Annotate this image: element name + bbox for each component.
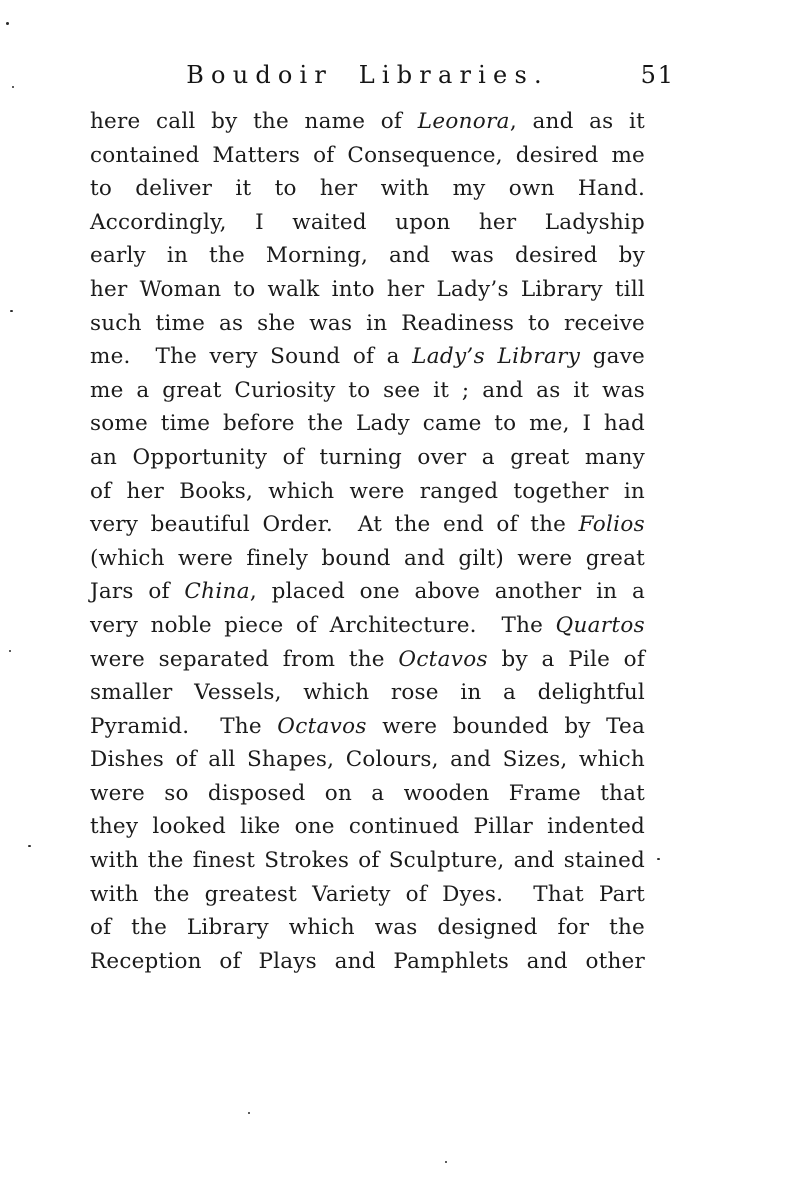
body-text: contained Matters of Consequence, desired me [90,142,645,168]
body-text: Jars of [90,579,185,605]
text-line [90,172,645,206]
text-line [90,643,645,677]
text-line [90,441,645,475]
text-line [90,374,645,408]
text-line [90,508,645,542]
body-text: very beautiful Order. At the end of the [90,512,579,538]
text-line [90,878,645,912]
scan-speck [6,22,9,25]
text-block [90,105,645,978]
text-line [90,911,645,945]
text-line [90,676,645,710]
scan-speck [248,1112,250,1114]
scan-speck [445,1161,447,1163]
text-line [90,810,645,844]
body-text: (which were finely bound and gilt) were great [90,545,645,571]
text-line [90,777,645,811]
body-text: , placed one above another in a [249,579,645,605]
page-number: 51 [640,61,675,89]
text-line [90,609,645,643]
text-line [90,340,645,374]
body-text: with the greatest Variety of Dyes. That Part [90,881,645,907]
body-text: Reception of Plays and Pamphlets and other [90,948,645,974]
body-text: with the finest Strokes of Sculpture, and stained [90,848,645,874]
italic-text: Octavos [277,713,367,739]
italic-text: Folios [578,512,645,538]
body-text: Pyramid. The [90,713,278,739]
body-text: were separated from the [90,646,399,672]
body-text: were so disposed on a wooden Frame that [90,780,645,806]
italic-text: Quartos [555,612,645,638]
text-line [90,307,645,341]
body-text: of her Books, which were ranged together in [90,478,645,504]
body-text: to deliver it to her with my own Hand. [90,176,645,202]
italic-text: Leonora [417,109,510,134]
body-text: me a great Curiosity to see it ; and as it was [90,377,645,403]
italic-text: Lady’s Library [412,344,581,370]
body-text: smaller Vessels, which rose in a delightful [90,680,645,706]
text-line [90,945,645,979]
body-text: , and as it [509,109,645,134]
scan-speck [12,86,14,88]
scan-speck [28,845,31,847]
body-text: here call by the name of [90,109,418,134]
body-text: of the Library which was designed for the [90,915,645,941]
body-text: they looked like one continued Pillar indented [90,814,645,840]
text-line [90,273,645,307]
text-line [90,105,645,139]
running-header [90,57,675,93]
text-line [90,844,645,878]
text-line [90,475,645,509]
scan-speck [10,310,13,312]
text-line [90,239,645,273]
italic-text: Octavos [398,646,488,672]
text-line [90,542,645,576]
body-text: such time as she was in Readiness to receive [90,310,645,336]
body-text: very noble piece of Architecture. The [90,612,556,638]
italic-text: China [184,579,250,605]
body-text: early in the Morning, and was desired by [90,243,645,269]
body-text: gave [580,344,645,370]
text-line [90,206,645,240]
body-text: an Opportunity of turning over a great many [90,444,645,470]
header-title: Boudoir Libraries. [186,61,549,89]
text-line [90,575,645,609]
text-line [90,407,645,441]
scan-speck [657,858,660,860]
scan-speck [9,650,11,652]
body-text: Accordingly, I waited upon her Ladyship [90,209,645,235]
text-line [90,710,645,744]
body-text: her Woman to walk into her Lady’s Library till [90,276,645,302]
body-text: Dishes of all Shapes, Colours, and Sizes, which [90,747,645,773]
body-text: me. The very Sound of a [90,344,413,370]
body-text: were bounded by Tea [366,713,645,739]
text-line [90,743,645,777]
body-text: by a Pile of [487,646,645,672]
text-line [90,139,645,173]
body-text: some time before the Lady came to me, I had [90,411,645,437]
